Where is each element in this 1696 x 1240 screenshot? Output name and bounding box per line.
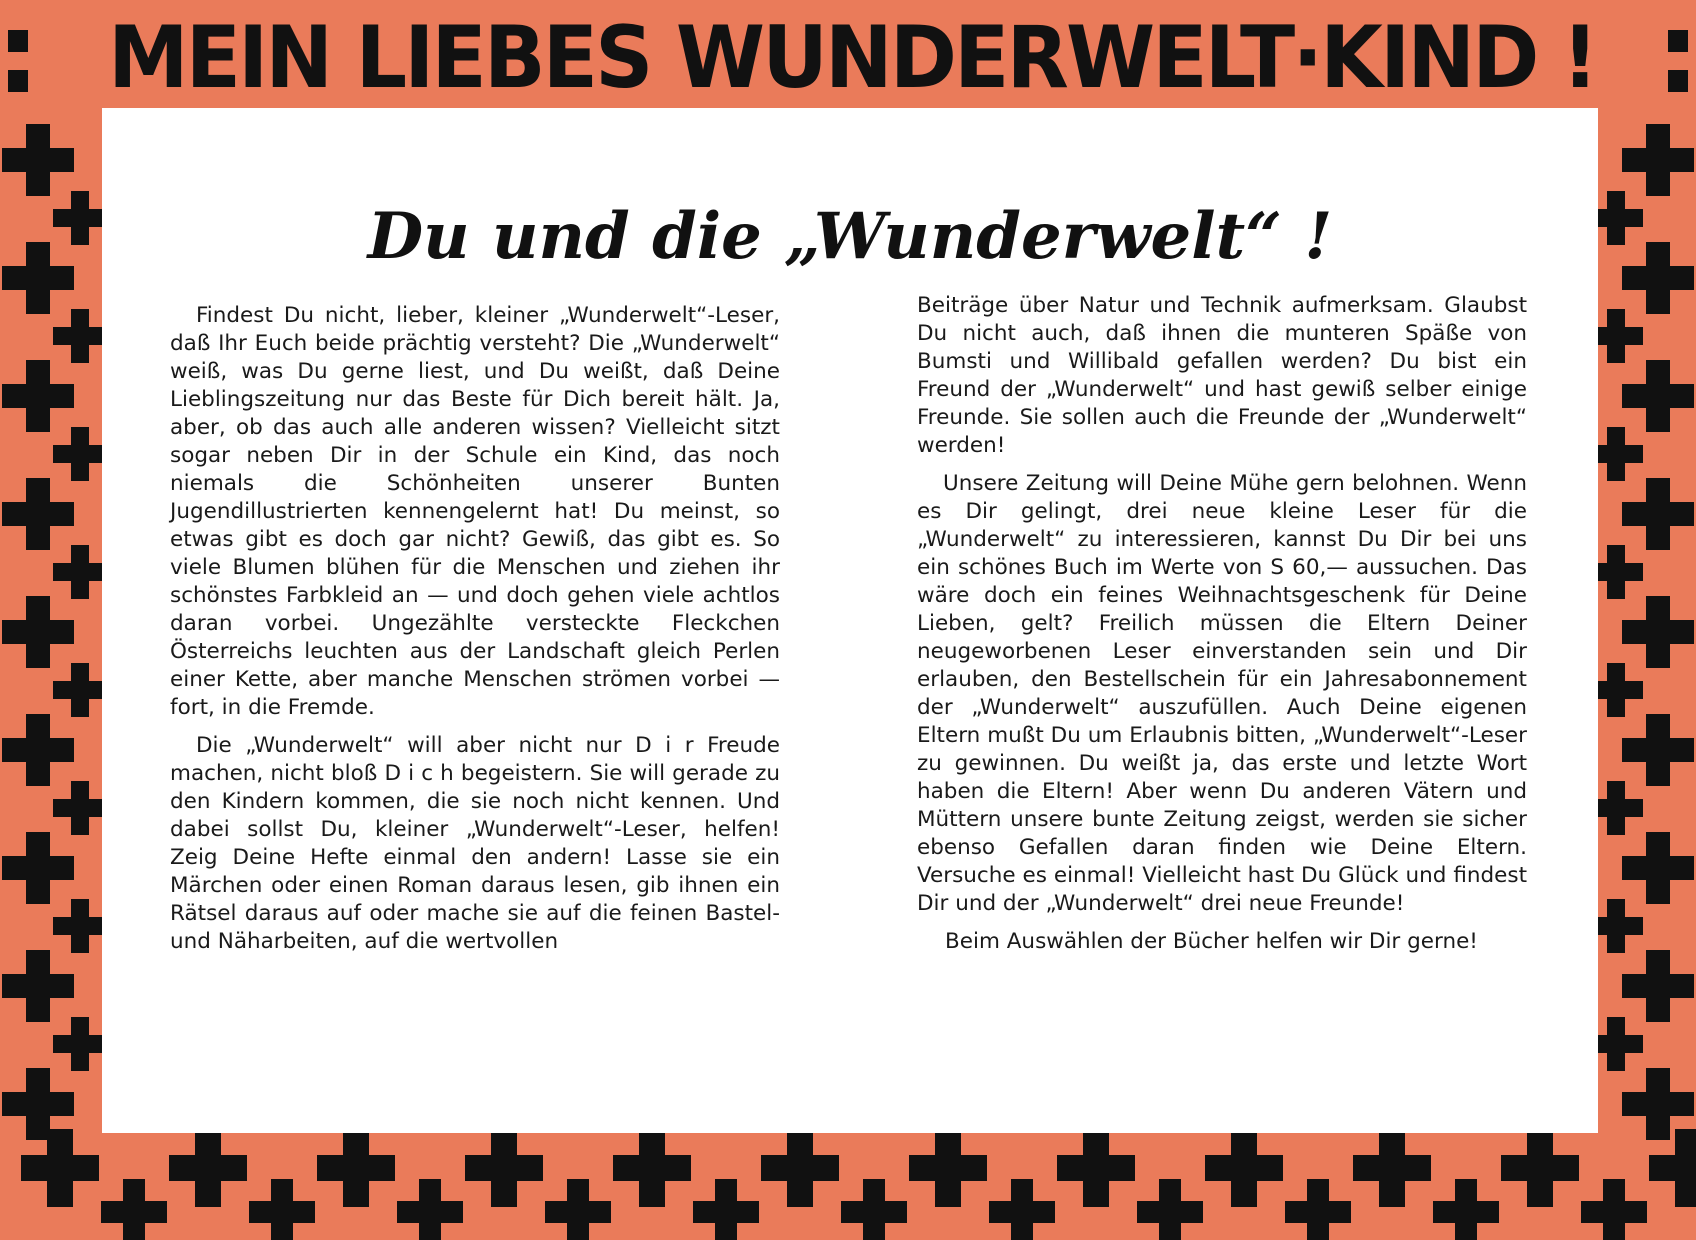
- cross-motif: [71, 191, 89, 245]
- cross-motif: [195, 1129, 221, 1207]
- cross-motif: [1646, 242, 1670, 314]
- article-title: Du und die „Wunderwelt“ !: [367, 198, 1333, 274]
- cross-motif: [715, 1179, 737, 1240]
- cross-motif: [26, 242, 50, 314]
- cross-motif: [26, 1068, 50, 1140]
- cross-motif: [1159, 1179, 1181, 1240]
- cross-motif: [71, 309, 89, 363]
- cross-motif: [71, 781, 89, 835]
- cross-motif: [26, 478, 50, 550]
- cross-motif: [71, 663, 89, 717]
- cross-motif: [1231, 1129, 1257, 1207]
- cross-motif: [26, 124, 50, 196]
- cross-motif: [935, 1129, 961, 1207]
- cross-motif: [1646, 832, 1670, 904]
- cross-motif: [1307, 1179, 1329, 1240]
- cross-motif: [1607, 899, 1625, 953]
- cross-motif: [639, 1129, 665, 1207]
- cross-motif: [343, 1129, 369, 1207]
- page-headline: MEIN LIEBES WUNDERWELT·KIND !: [108, 8, 1596, 108]
- paragraph: Beiträge über Natur und Technik aufmerksam. Glaubst Du nicht auch, daß ihnen die munteren Späße von Bumsti und Willibald gefallen werden? Du bist ein Freund der „Wunderwelt“ und hast gewiß selber einige Freunde. Sie sollen auch die Freunde der „Wunderwelt“ werden!: [917, 293, 1527, 458]
- cross-motif: [1607, 309, 1625, 363]
- content-panel: [102, 108, 1598, 1133]
- cross-motif: [1083, 1129, 1109, 1207]
- cross-motif: [26, 950, 50, 1022]
- cross-motif: [1603, 1179, 1625, 1240]
- corner-marker: [8, 70, 28, 92]
- cross-motif: [1379, 1129, 1405, 1207]
- left-column: [170, 302, 780, 966]
- cross-motif: [71, 545, 89, 599]
- cross-motif: [71, 427, 89, 481]
- cross-motif: [1527, 1129, 1553, 1207]
- cross-motif: [26, 360, 50, 432]
- cross-motif: [1646, 1068, 1670, 1140]
- cross-motif: [26, 832, 50, 904]
- paragraph: Findest Du nicht, lieber, kleiner „Wunderwelt“-Leser, daß Ihr Euch beide prächtig versteht? Die „Wunderwelt“ weiß, was Du gerne liest, und Du weißt, daß Deine Lieblingszeitung nur das Beste für Dich bereit hält. Ja, aber, ob das auch alle anderen wissen? Vielleicht sitzt sogar neben Dir in der Schule ein Kind, das noch niemals die Schönheiten unserer Bunten Jugendillustrierten kennengelernt hat! Du meinst, so etwas gibt es doch gar nicht? Gewiß, das gibt es. So viele Blumen blühen für die Menschen und ziehen ihr schönstes Farbkleid an — und doch gehen viele achtlos daran vorbei. Ungezählte versteckte Fleckchen Österreichs leuchten aus der Landschaft gleich Perlen einer Kette, aber manche Menschen strömen vorbei — fort, in die Fremde.: [170, 303, 780, 720]
- cross-motif: [1607, 663, 1625, 717]
- right-column: [917, 292, 1527, 966]
- cross-motif: [271, 1179, 293, 1240]
- cross-motif: [123, 1179, 145, 1240]
- paragraph: Unsere Zeitung will Deine Mühe gern belohnen. Wenn es Dir gelingt, drei neue kleine Leser für die „Wunderwelt“ zu interessieren, kannst Du Dir bei uns ein schönes Buch im Werte von S 60,— aussuchen. Das wäre doch ein feines Weihnachtsgeschenk für Deine Lieben, gelt? Freilich müssen die Eltern Deiner neugeworbenen Leser einverstanden sein und Dir erlauben, den Bestellschein für ein Jahresabonnement der „Wunderwelt“ auszufüllen. Auch Deine eigenen Eltern mußt Du um Erlaubnis bitten, „Wunderwelt“-Leser zu gewinnen. Du weißt ja, das erste und letzte Wort haben die Eltern! Aber wenn Du anderen Vätern und Müttern unsere bunte Zeitung zeigst, werden sie sicher ebenso Gefallen daran finden wie Deine Eltern. Versuche es einmal! Vielleicht hast Du Glück und findest Dir und der „Wunderwelt“ drei neue Freunde!: [917, 471, 1527, 916]
- cross-motif: [1646, 478, 1670, 550]
- cross-motif: [1607, 427, 1625, 481]
- paragraph: Die „Wunderwelt“ will aber nicht nur D i r Freude machen, nicht bloß D i c h begeistern. Sie will gerade zu den Kindern kommen, die sie noch nicht kennen. Und dabei sollst Du, kleiner „Wunderwelt“-Leser, helfen! Zeig Deine Hefte einmal den andern! Lasse sie ein Märchen oder einen Roman daraus lesen, gib ihnen ein Rätsel daraus auf oder mache sie auf die feinen Bastel- und Näharbeiten, auf die wertvollen: [170, 733, 780, 954]
- cross-motif: [1607, 1017, 1625, 1071]
- cross-motif: [491, 1129, 517, 1207]
- cross-motif: [1646, 714, 1670, 786]
- closing-line: Beim Auswählen der Bücher helfen wir Dir gerne!: [945, 929, 1478, 954]
- cross-motif: [71, 1017, 89, 1071]
- cross-motif: [1607, 545, 1625, 599]
- cross-motif: [1675, 1129, 1696, 1207]
- cross-motif: [419, 1179, 441, 1240]
- cross-motif: [26, 596, 50, 668]
- corner-marker: [1668, 30, 1688, 52]
- cross-motif: [47, 1129, 73, 1207]
- cross-motif: [1646, 360, 1670, 432]
- cross-motif: [71, 899, 89, 953]
- cross-motif: [787, 1129, 813, 1207]
- cross-motif: [1607, 781, 1625, 835]
- cross-motif: [1646, 950, 1670, 1022]
- corner-marker: [1668, 70, 1688, 92]
- cross-motif: [26, 714, 50, 786]
- cross-motif: [863, 1179, 885, 1240]
- cross-motif: [1646, 124, 1670, 196]
- cross-motif: [1455, 1179, 1477, 1240]
- cross-motif: [1011, 1179, 1033, 1240]
- cross-motif: [567, 1179, 589, 1240]
- corner-marker: [8, 30, 28, 52]
- cross-motif: [1607, 191, 1625, 245]
- cross-motif: [1646, 596, 1670, 668]
